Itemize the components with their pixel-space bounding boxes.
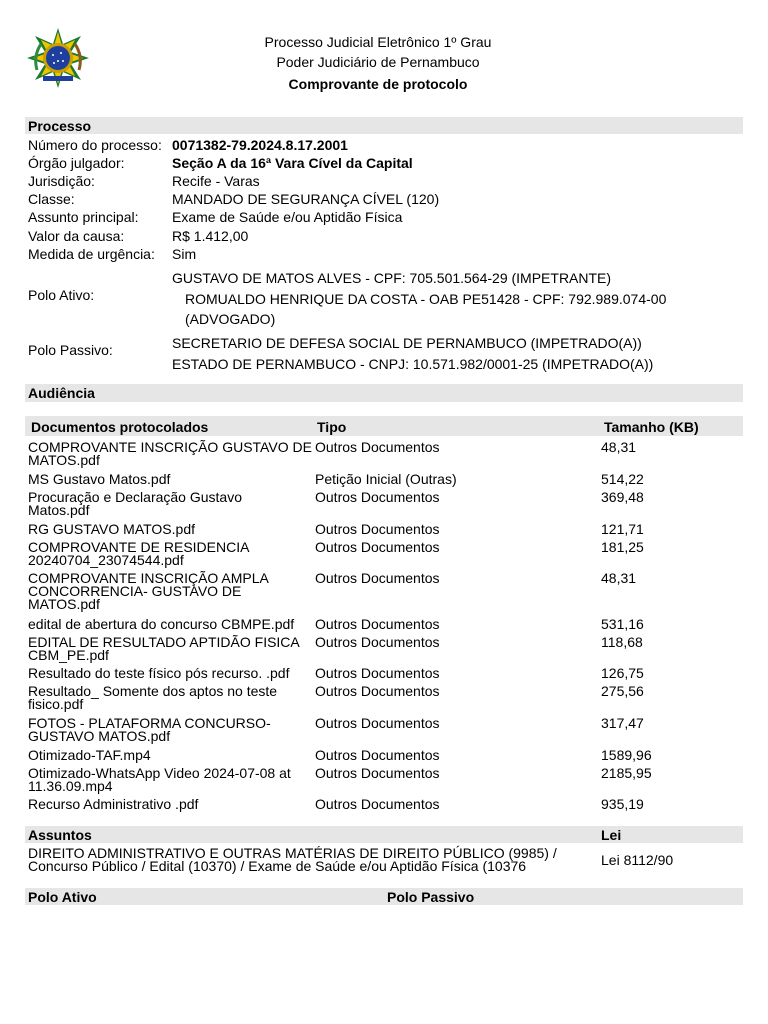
doc-size: 121,71 [601,521,644,537]
col-header-tamanho: Tamanho (KB) [604,419,699,435]
partes-table-header [25,888,743,905]
col-header-tipo: Tipo [317,419,347,435]
col-header-polo-ativo: Polo Ativo [28,889,97,905]
field-label-urgencia: Medida de urgência: [28,246,155,262]
doc-size: 317,47 [601,715,644,731]
col-header-assuntos: Assuntos [28,827,92,843]
col-header-lei: Lei [601,827,622,843]
field-value-urgencia: Sim [172,246,197,262]
doc-size: 48,31 [601,439,637,455]
doc-size: 2185,95 [601,765,652,781]
doc-tipo: Outros Documentos [315,489,440,505]
section-processo-label: Processo [28,118,92,134]
doc-name: Recurso Administrativo .pdf [28,796,199,812]
doc-name: COMPROVANTE DE RESIDENCIA 20240704_23074544.pdf [28,539,249,568]
header-court-system: Processo Judicial Eletrônico 1º Grau [264,34,492,50]
polo-ativo-lawyer: ROMUALDO HENRIQUE DA COSTA - OAB PE51428 - CPF: 792.989.074-00 [185,291,667,307]
field-label-numero: Número do processo: [28,137,162,153]
doc-tipo: Outros Documentos [315,521,440,537]
documents-table-header [25,416,743,436]
doc-name: COMPROVANTE INSCRIÇÃO AMPLA CONCORRENCIA- GUSTAVO DE MATOS.pdf [28,570,269,612]
field-label-orgao: Órgão julgador: [28,155,125,171]
section-audiencia-label: Audiência [28,385,95,401]
doc-tipo: Outros Documentos [315,715,440,731]
polo-passivo-party-1: SECRETARIO DE DEFESA SOCIAL DE PERNAMBUCO (IMPETRADO(A)) [172,335,642,351]
doc-tipo: Outros Documentos [315,539,440,555]
field-value-numero: 0071382-79.2024.8.17.2001 [172,137,348,153]
doc-name: Resultado_ Somente dos aptos no teste fisico.pdf [28,683,278,712]
polo-ativo-lawyer-role: (ADVOGADO) [185,311,276,327]
doc-name: edital de abertura do concurso CBMPE.pdf [28,616,295,632]
assunto-text: DIREITO ADMINISTRATIVO E OUTRAS MATÉRIAS DE DIREITO PÚBLICO (9985) / Concurso Público / Edital (10370) / Exame de Saúde e/ou Aptidão Física (10376 [28,845,557,874]
doc-tipo: Outros Documentos [315,765,440,781]
polo-passivo-label: Polo Passivo: [28,342,113,358]
doc-size: 118,68 [601,634,643,650]
field-value-jurisdicao: Recife - Varas [172,173,260,189]
doc-tipo: Outros Documentos [315,683,440,699]
doc-size: 48,31 [601,570,637,586]
doc-name: Resultado do teste físico pós recurso. .pdf [28,665,290,681]
assunto-lei: Lei 8112/90 [601,852,674,868]
polo-ativo-label: Polo Ativo: [28,287,95,303]
polo-passivo-party-2: ESTADO DE PERNAMBUCO - CNPJ: 10.571.982/0001-25 (IMPETRADO(A)) [172,356,654,372]
header-judiciary: Poder Judiciário de Pernambuco [276,54,480,70]
doc-name: Procuração e Declaração Gustavo Matos.pdf [28,489,242,518]
doc-name: Otimizado-TAF.mp4 [28,747,151,763]
doc-name: FOTOS - PLATAFORMA CONCURSO-GUSTAVO MATOS.pdf [28,715,271,744]
doc-size: 369,48 [601,489,644,505]
doc-tipo: Outros Documentos [315,747,440,763]
doc-size: 1589,96 [601,747,652,763]
doc-tipo: Outros Documentos [315,665,440,681]
assuntos-table-header [25,826,743,843]
doc-name: COMPROVANTE INSCRIÇÃO GUSTAVO DE MATOS.pdf [28,439,312,468]
field-value-assunto: Exame de Saúde e/ou Aptidão Física [172,209,403,225]
col-header-polo-passivo: Polo Passivo [387,889,475,905]
doc-tipo: Outros Documentos [315,634,440,650]
doc-tipo: Outros Documentos [315,796,440,812]
field-value-valor: R$ 1.412,00 [172,228,249,244]
doc-tipo: Outros Documentos [315,439,440,455]
polo-ativo-party: GUSTAVO DE MATOS ALVES - CPF: 705.501.564-29 (IMPETRANTE) [172,270,612,286]
col-header-documentos: Documentos protocolados [31,419,209,435]
section-processo [25,117,743,134]
field-label-valor: Valor da causa: [28,228,125,244]
doc-name: MS Gustavo Matos.pdf [28,471,171,487]
page-title: Comprovante de protocolo [288,76,468,92]
doc-size: 935,19 [601,796,644,812]
field-value-orgao: Seção A da 16ª Vara Cível da Capital [172,155,413,171]
field-label-classe: Classe: [28,191,75,207]
field-label-jurisdicao: Jurisdição: [28,173,95,189]
doc-tipo: Outros Documentos [315,616,440,632]
section-audiencia [25,384,743,402]
doc-size: 181,25 [601,539,644,555]
doc-name: EDITAL DE RESULTADO APTIDÃO FISICA CBM_PE.pdf [28,634,299,663]
doc-size: 126,75 [601,665,644,681]
doc-tipo: Petição Inicial (Outras) [315,471,457,487]
doc-size: 275,56 [601,683,644,699]
doc-tipo: Outros Documentos [315,570,440,586]
doc-size: 514,22 [601,471,644,487]
doc-name: Otimizado-WhatsApp Video 2024-07-08 at 11.36.09.mp4 [28,765,291,794]
doc-name: RG GUSTAVO MATOS.pdf [28,521,195,537]
field-value-classe: MANDADO DE SEGURANÇA CÍVEL (120) [172,191,440,207]
field-label-assunto: Assunto principal: [28,209,139,225]
doc-size: 531,16 [601,616,644,632]
